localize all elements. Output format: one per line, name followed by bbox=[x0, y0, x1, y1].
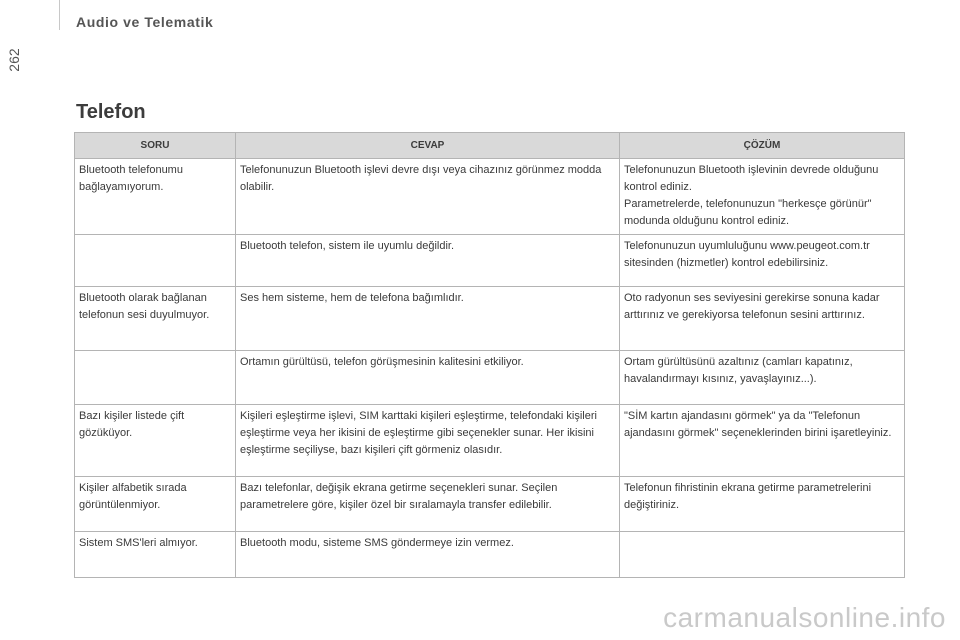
table-row bbox=[75, 532, 905, 578]
answer-cell: Kişileri eşleştirme işlevi, SIM karttaki kişileri eşleştirme, telefondaki kişileri eşleştirme veya her ikisini de eşleştirme gibi seçenekler sunar. Her ikisini eşleştirme seçiliyse, bazı kişileri çift görmeniz olasıdır. bbox=[236, 405, 620, 477]
table-row bbox=[75, 351, 905, 405]
question-cell bbox=[75, 235, 236, 287]
solution-cell: Ortam gürültüsünü azaltınız (camları kapatınız, havalandırmayı kısınız, yavaşlayınız...). bbox=[620, 351, 905, 405]
answer-cell: Bazı telefonlar, değişik ekrana getirme seçenekleri sunar. Seçilen parametrelere göre, kişiler özel bir sıralamayla transfer edilebilir. bbox=[236, 477, 620, 532]
solution-cell: Oto radyonun ses seviyesini gerekirse sonuna kadar arttırınız ve gerekiyorsa telefonun sesini arttırınız. bbox=[620, 287, 905, 351]
solution-cell: Telefonunuzun uyumluluğunu www.peugeot.com.tr sitesinden (hizmetler) kontrol edebilirsiniz. bbox=[620, 235, 905, 287]
question-cell: Bluetooth olarak bağlanan telefonun sesi duyulmuyor. bbox=[75, 287, 236, 351]
table-row bbox=[75, 405, 905, 477]
answer-cell: Telefonunuzun Bluetooth işlevi devre dışı veya cihazınız görünmez modda olabilir. bbox=[236, 159, 620, 235]
chapter-title: Audio ve Telematik bbox=[76, 14, 214, 30]
column-header-answer: CEVAP bbox=[236, 133, 620, 159]
question-cell bbox=[75, 351, 236, 405]
page-number: 262 bbox=[6, 48, 22, 72]
table-header-row bbox=[75, 133, 905, 159]
question-cell: Bazı kişiler listede çift gözüküyor. bbox=[75, 405, 236, 477]
question-cell: Bluetooth telefonumu bağlayamıyorum. bbox=[75, 159, 236, 235]
table-row bbox=[75, 159, 905, 235]
column-header-solution: ÇÖZÜM bbox=[620, 133, 905, 159]
faq-table bbox=[74, 132, 905, 578]
section-title: Telefon bbox=[76, 101, 146, 123]
margin-rule bbox=[59, 0, 60, 30]
table-row bbox=[75, 287, 905, 351]
table-row bbox=[75, 235, 905, 287]
question-cell: Sistem SMS'leri almıyor. bbox=[75, 532, 236, 578]
watermark: carmanualsonline.info bbox=[663, 602, 946, 633]
answer-cell: Ses hem sisteme, hem de telefona bağımlıdır. bbox=[236, 287, 620, 351]
question-cell: Kişiler alfabetik sırada görüntülenmiyor. bbox=[75, 477, 236, 532]
page-number-container bbox=[4, 40, 24, 80]
solution-cell: Telefonun fihristinin ekrana getirme parametrelerini değiştiriniz. bbox=[620, 477, 905, 532]
solution-cell bbox=[620, 532, 905, 578]
solution-cell: Telefonunuzun Bluetooth işlevinin devrede olduğunu kontrol ediniz. Parametrelerde, telefonunuzun "herkesçe görünür" modunda olduğunu kontrol ediniz. bbox=[620, 159, 905, 235]
answer-cell: Ortamın gürültüsü, telefon görüşmesinin kalitesini etkiliyor. bbox=[236, 351, 620, 405]
solution-cell: "SİM kartın ajandasını görmek" ya da "Telefonun ajandasını görmek" seçeneklerinden birini işaretleyiniz. bbox=[620, 405, 905, 477]
answer-cell: Bluetooth modu, sisteme SMS göndermeye izin vermez. bbox=[236, 532, 620, 578]
answer-cell: Bluetooth telefon, sistem ile uyumlu değildir. bbox=[236, 235, 620, 287]
table-row bbox=[75, 477, 905, 532]
column-header-question: SORU bbox=[75, 133, 236, 159]
